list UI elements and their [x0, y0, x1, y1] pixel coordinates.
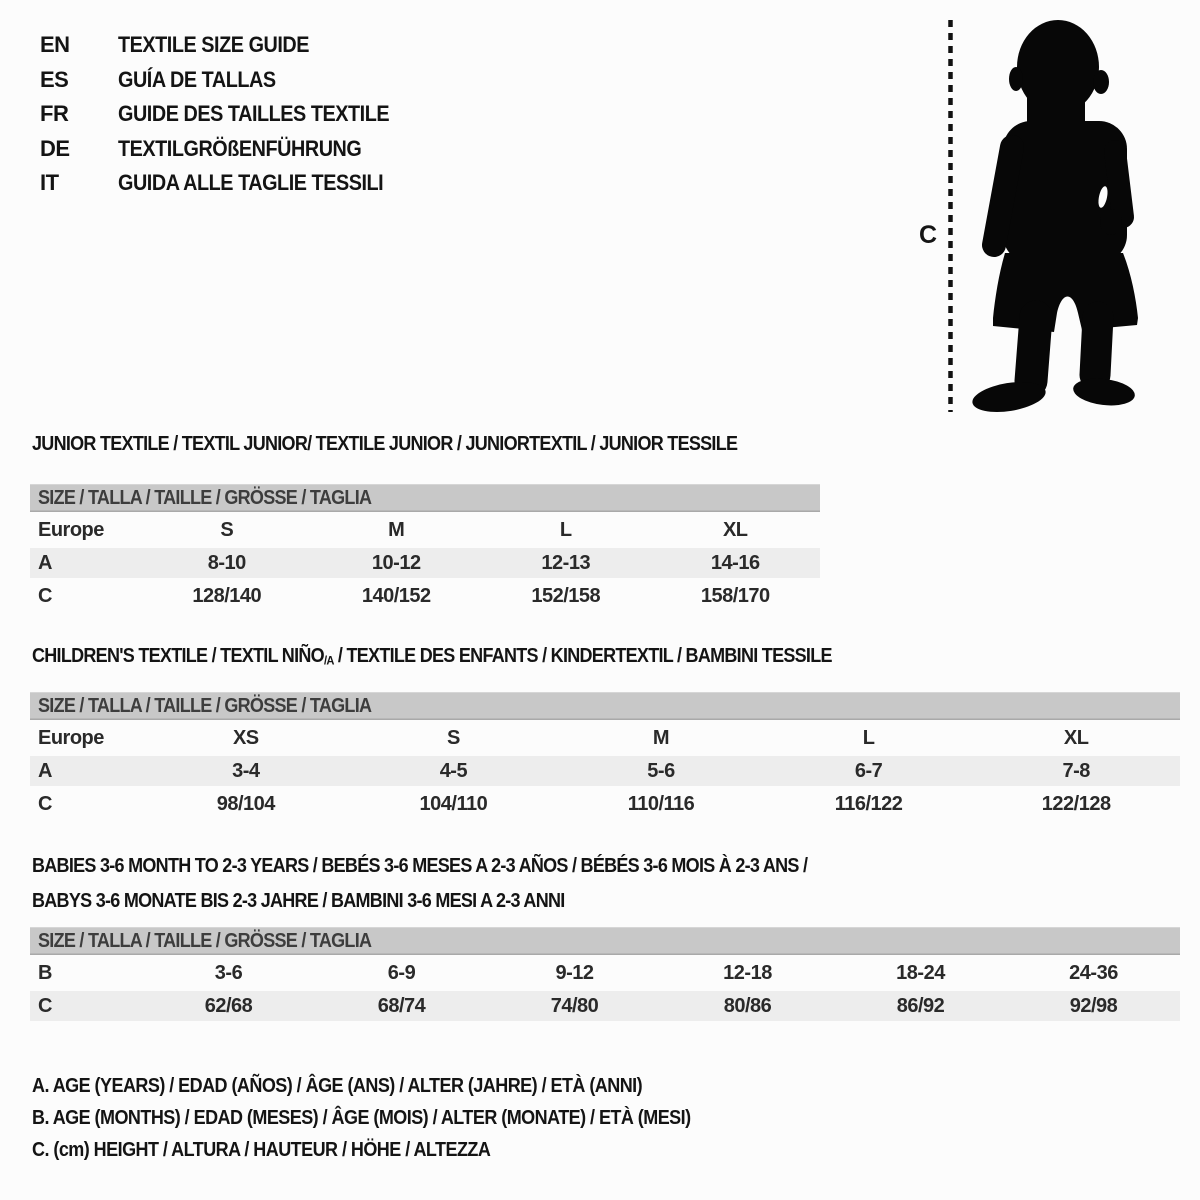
legend-line-c	[32, 1134, 764, 1166]
age-cell: 9-12	[555, 962, 594, 984]
babies-section-heading	[32, 849, 893, 919]
legend-line-b-text: B. AGE (MONTHS) / EDAD (MESES) / ÂGE (MOIS) / ALTER (MONATE) / ETÀ (MESI)	[32, 1107, 691, 1129]
height-cell: 62/68	[204, 995, 253, 1017]
legend-line-c-text: C. (cm) HEIGHT / ALTURA / HAUTEUR / HÖHE / ALTEZZA	[32, 1139, 491, 1161]
language-title: TEXTILGRÖßENFÜHRUNG	[118, 135, 362, 161]
age-cell: 6-7	[854, 760, 883, 782]
row-label: Europe	[38, 727, 104, 749]
age-cell: 7-8	[1062, 760, 1090, 782]
babies-heading-line1: BABIES 3-6 MONTH TO 2-3 YEARS / BEBÉS 3-6 MESES A 2-3 AÑOS / BÉBÉS 3-6 MOIS À 2-3 ANS /	[32, 855, 808, 877]
row-label: C	[38, 585, 52, 607]
children-heading-sub: /A	[323, 653, 334, 668]
height-cell: 104/110	[419, 793, 488, 815]
height-cell: 74/80	[550, 995, 599, 1017]
size-cell: M	[388, 519, 405, 541]
age-cell: 18-24	[896, 962, 945, 984]
baby-silhouette-icon	[970, 20, 1138, 417]
table-row	[30, 756, 1180, 786]
age-cell: 3-6	[214, 962, 243, 984]
babies-size-table	[30, 927, 1180, 1024]
table-row	[30, 789, 1180, 819]
size-cell: L	[559, 519, 572, 541]
junior-section-heading-text: JUNIOR TEXTILE / TEXTIL JUNIOR/ TEXTILE JUNIOR / JUNIORTEXTIL / JUNIOR TESSILE	[32, 433, 738, 455]
height-cell: 98/104	[216, 793, 275, 815]
language-title-list	[40, 28, 419, 201]
height-measure-label: C	[919, 221, 938, 249]
age-cell: 24-36	[1069, 962, 1118, 984]
language-row	[40, 63, 419, 98]
table-row	[30, 723, 1180, 753]
junior-section-heading	[32, 432, 816, 456]
age-cell: 12-13	[541, 552, 591, 574]
language-code: ES	[40, 66, 69, 92]
row-label: A	[38, 552, 52, 574]
measure-legend	[32, 1070, 764, 1166]
language-row	[40, 132, 419, 167]
language-code: EN	[40, 32, 70, 57]
size-cell: L	[862, 727, 875, 749]
junior-size-table	[30, 484, 820, 614]
row-label: B	[38, 962, 52, 984]
language-title: GUIDA ALLE TAGLIE TESSILI	[118, 170, 384, 195]
height-cell: 116/122	[834, 793, 903, 815]
table-row	[30, 515, 820, 545]
height-cell: 158/170	[700, 585, 770, 607]
age-cell: 5-6	[647, 760, 675, 782]
size-band	[30, 927, 1180, 955]
size-band-label: SIZE / TALLA / TAILLE / GRÖSSE / TAGLIA	[38, 487, 372, 509]
children-section-heading	[32, 644, 921, 673]
height-cell: 110/116	[627, 793, 695, 815]
language-title: GUIDE DES TAILLES TEXTILE	[118, 101, 390, 126]
language-code: IT	[40, 170, 59, 195]
size-cell: M	[652, 727, 670, 749]
size-band-label: SIZE / TALLA / TAILLE / GRÖSSE / TAGLIA	[38, 930, 372, 952]
age-cell: 12-18	[723, 962, 772, 984]
height-cell: 68/74	[377, 995, 426, 1017]
row-label: Europe	[38, 519, 104, 541]
table-row	[30, 548, 820, 578]
age-cell: 10-12	[371, 552, 421, 574]
size-cell: XS	[232, 727, 259, 749]
row-label: C	[38, 995, 52, 1017]
size-cell: XL	[1063, 727, 1089, 749]
children-size-table	[30, 692, 1180, 822]
size-band	[30, 692, 1180, 720]
children-section-heading-text	[32, 644, 832, 673]
language-row	[40, 28, 419, 63]
size-band	[30, 484, 820, 512]
language-row	[40, 166, 419, 201]
age-cell: 6-9	[387, 962, 416, 984]
baby-height-figure	[905, 12, 1155, 422]
age-cell: 4-5	[439, 760, 468, 782]
height-cell: 122/128	[1041, 793, 1111, 815]
table-row	[30, 991, 1180, 1021]
language-title: TEXTILE SIZE GUIDE	[118, 32, 310, 57]
legend-line-b	[32, 1102, 764, 1134]
size-band-label: SIZE / TALLA / TAILLE / GRÖSSE / TAGLIA	[38, 695, 372, 717]
age-cell: 8-10	[207, 552, 246, 574]
legend-line-a-text: A. AGE (YEARS) / EDAD (AÑOS) / ÂGE (ANS) / ALTER (JAHRE) / ETÀ (ANNI)	[32, 1075, 643, 1097]
legend-line-a	[32, 1070, 764, 1102]
row-label: C	[38, 793, 52, 815]
height-cell: 128/140	[192, 585, 262, 607]
height-cell: 152/158	[531, 585, 601, 607]
language-title: GUÍA DE TALLAS	[118, 66, 276, 92]
height-cell: 86/92	[896, 995, 945, 1017]
row-label: A	[38, 760, 52, 782]
children-heading-post: / TEXTILE DES ENFANTS / KINDERTEXTIL / BAMBINI TESSILE	[333, 645, 832, 667]
age-cell: 3-4	[232, 760, 260, 782]
height-cell: 140/152	[361, 585, 431, 607]
height-cell: 80/86	[723, 995, 772, 1017]
table-row	[30, 581, 820, 611]
height-cell: 92/98	[1069, 995, 1118, 1017]
size-cell: S	[446, 727, 460, 749]
babies-heading-line2: BABYS 3-6 MONATE BIS 2-3 JAHRE / BAMBINI 3-6 MESI A 2-3 ANNI	[32, 890, 565, 912]
children-heading-pre: CHILDREN'S TEXTILE / TEXTIL NIÑO	[32, 645, 324, 667]
age-cell: 14-16	[710, 552, 760, 574]
size-cell: XL	[722, 519, 748, 541]
language-code: FR	[40, 101, 69, 126]
table-row	[30, 958, 1180, 988]
language-row	[40, 97, 419, 132]
size-cell: S	[220, 519, 234, 541]
language-code: DE	[40, 135, 70, 161]
